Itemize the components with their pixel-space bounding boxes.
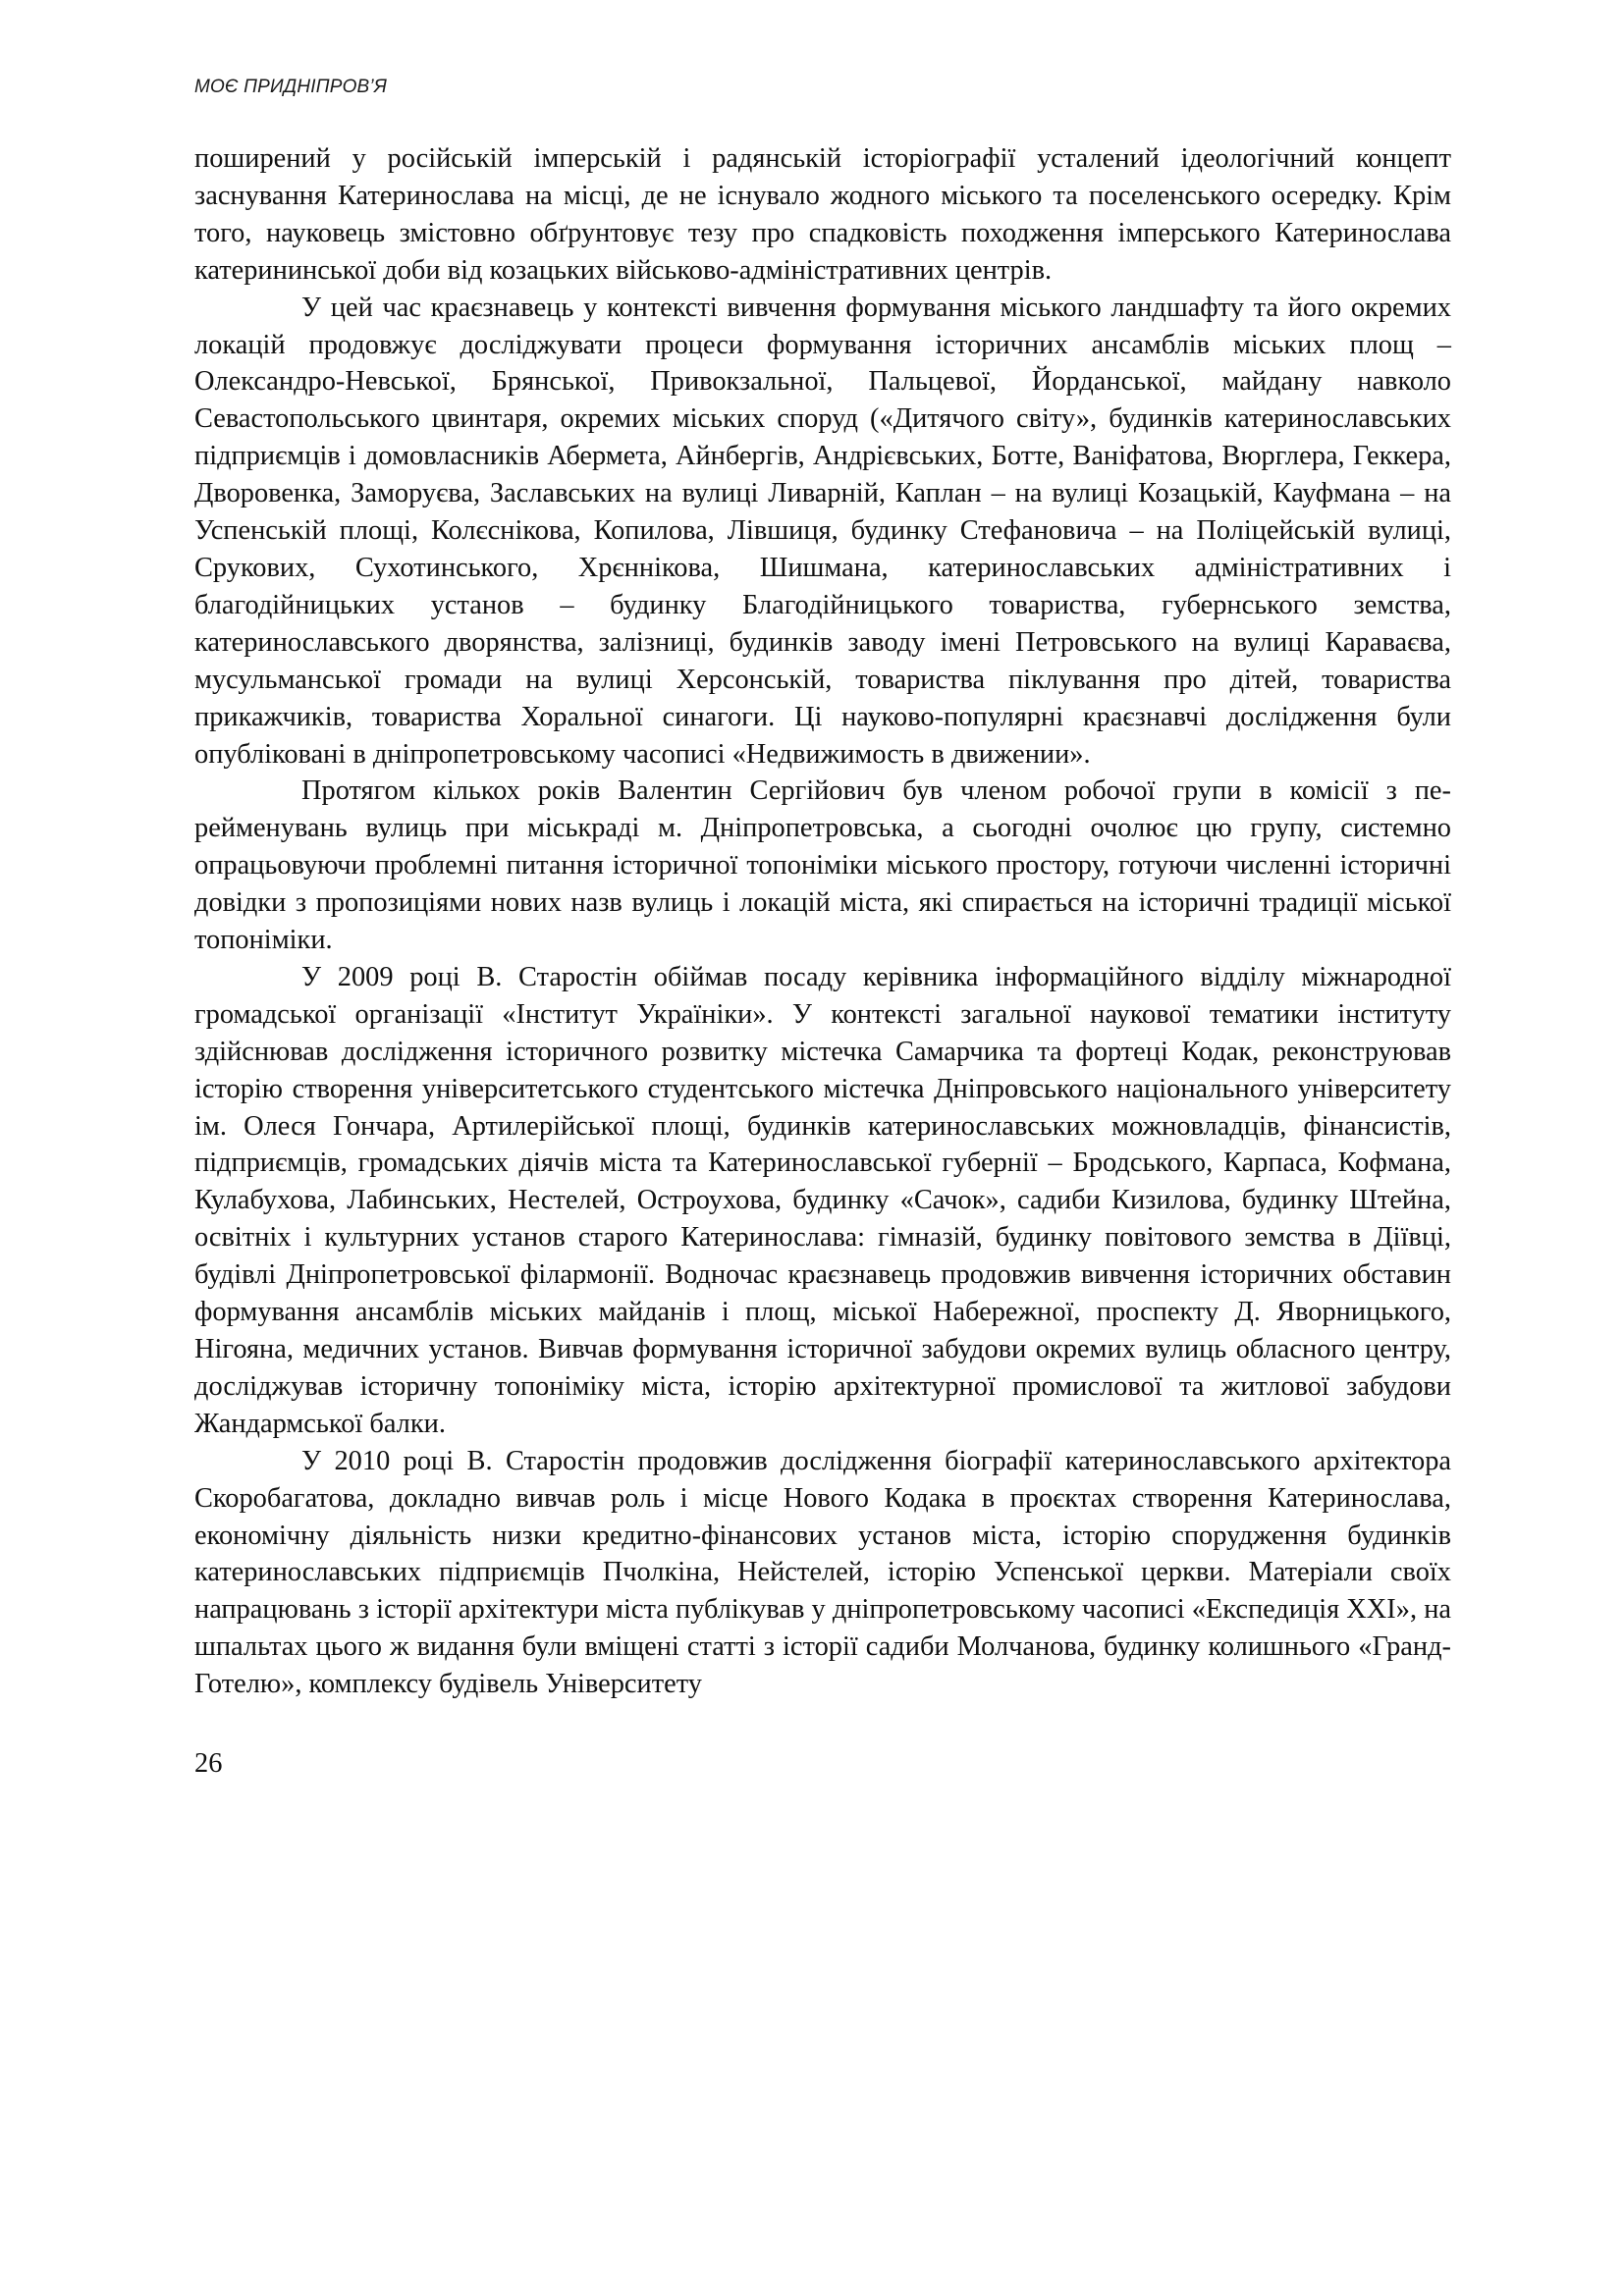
paragraph: У цей час краєзнавець у контексті вивчення формування міського ландшафту та його окремих локацій продовжує досліджувати процеси формування історичних ансамблів міських площ – Олександро-Невської, Брянської, Привокзальної, Пальцевої, Йорданської, майдану навколо Севастопольського цвинтаря, окремих міських споруд («Дитячого світу», будинків катеринославських підприємців і домовласників Абермета, Айнбергів, Андрієвських, Ботте, Ваніфатова, Вюрглера, Геккера, Дворовенка, Заморуєва, Заславських на вулиці Ливарній, Каплан – на вулиці Козацькій, Кауфмана – на Успенській площі, Колєснікова, Копилова, Лівшиця, будинку Стефановича – на Поліцейській вулиці, Срукових, Сухотинського, Хрєннікова, Шишмана, катеринославських адміністративних і благодійницьких установ – будинку Благодійницького товариства, губернського земства, катеринославського дворянства, залізниці, будинків заводу імені Петровського на вулиці Караваєва, мусульманської громади на вулиці Херсонській, товариства піклування про дітей, товариства прикажчиків, товариства Хоральної синагоги. Ці науково-популярні краєзнавчі дослідження були опубліковані в дніпропетровському часописі «Недвижимость в движении».: [194, 292, 1451, 770]
page-number: 26: [194, 1748, 223, 1779]
paragraph: У 2009 році В. Старостін обіймав посаду керівника інформаційного відділу міжнародної громадської організації «Інститут Україніки». У контексті загальної наукової тематики інституту здійснював дослідження історичного розвитку містечка Самарчика та фортеці Кодак, реконструював історію створення університетського студентського містечка Дніпровського національного університету ім. Олеся Гончара, Артилерійської площі, будинків катеринославських можновладців, фінансистів, підприємців, громадських діячів міста та Катеринославської губернії – Бродського, Карпаса, Кофмана, Кулабухова, Лабинських, Нестелей, Остроухова, будинку «Сачок», садиби Кизилова, будинку Штейна, освітніх і культурних установ старого Катеринослава: гімназій, будинку повітового земства в Діївці, будівлі Дніпропетровської філармонії. Водночас краєзнавець продовжив вивчення історичних обставин формування ансамблів міських майданів і площ, міської Набережної, проспекту Д. Яворницького, Нігояна, медичних установ. Вивчав формування історичної забудови окремих вулиць обласного центру, досліджував історичну топоніміку міста, історію архітектурної промислової та житлової забудови Жандармської балки.: [194, 961, 1451, 1439]
paragraph: У 2010 році В. Старостін продовжив дослідження біографії катеринославського архітектора Скоробагатова, докладно вивчав роль і місце Нового Кодака в проєктах створення Катеринослава, економічну діяльність низки кредитно-фінансових установ міста, історію спорудження будинків катеринославських підприємців Пчолкіна, Нейстелей, історію Успенської церкви. Матеріали своїх напрацювань з історії архітектури міста публікував у дніпропетровському часописі «Експедиція ХХІ», на шпальтах цього ж видання були вміщені статті з історії садиби Молчанова, будинку колишнього «Гранд-Готелю», комплексу будівель Університету: [194, 1445, 1451, 1700]
running-header: МОЄ ПРИДНІПРОВ’Я: [194, 77, 388, 97]
body-text: [194, 140, 1451, 1703]
paragraph: Протягом кількох років Валентин Сергійович був членом робочої групи в комісії з перейменувань вулиць при міськраді м. Дніпропетровська, а сьогодні очолює цю групу, системно опрацьовуючи проблемні питання історичної топоніміки міського простору, готуючи численні історичні довідки з пропозиціями нових назв вулиць і локацій міста, які спирається на історичні традиції міської топоніміки.: [194, 775, 1451, 956]
paragraph: поширений у російській імперській і радянській історіографії усталений ідеологічний концепт заснування Катеринослава на місці, де не існувало жодного міського та поселенського осередку. Крім того, науковець змістовно обґрунтовує тезу про спадковість походження імперського Катеринослава катерининської доби від козацьких військово-адміністративних центрів.: [194, 143, 1451, 286]
